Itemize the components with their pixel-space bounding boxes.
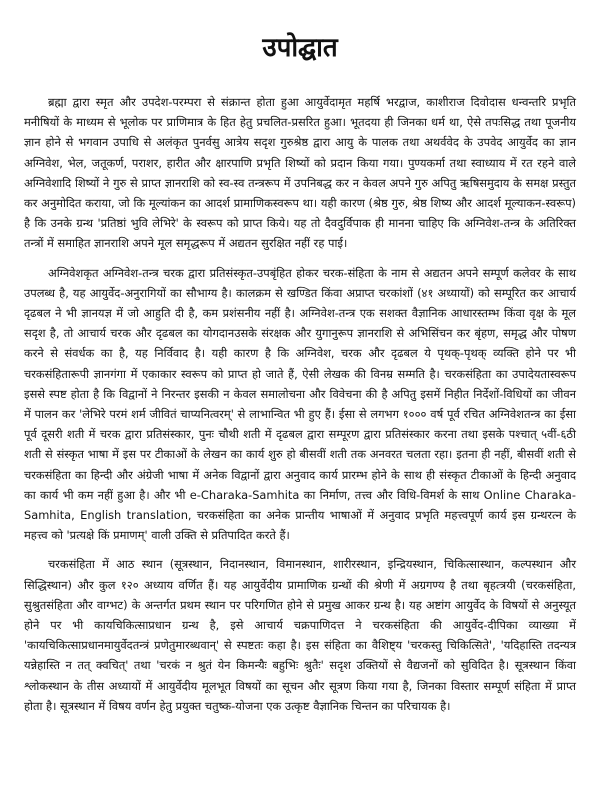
paragraph-3: चरकसंहिता में आठ स्थान (सूत्रस्थान, निदानस्थान, विमानस्थान, शारीरस्थान, इन्द्रियस्थान, चिकित्सास्थान, कल्पस्थान और सिद्धिस्थान) और कुल १२० अध्याय वर्णित हैं। यह आयुर्वेदीय प्रामाणिक ग्रन्थों की श्रेणी में अग्रगण्य है तथा बृहत्त्रयी (चरकसंहिता, सुश्रुतसंहिता और वाग्भट) के अन्तर्गत प्रथम स्थान पर परिगणित होने से प्रमुख आकर ग्रन्थ है। यह अष्टांग आयुर्वेद के विषयों से अनुस्यूत होने पर भी कायचिकित्साप्रधान ग्रन्थ है, इसे आचार्य चक्रपाणिदत्त ने चरकसंहिता की आयुर्वेद-दीपिका व्याख्या में 'कायचिकित्साप्रधानमायुर्वेदतन्त्रं प्रणेतुमारब्धवान्' से स्पष्टतः कहा है। इस संहिता का वैशिष्ट्य 'चरकस्तु चिकित्सिते', 'यदिहास्ति तदन्यत्र यन्नेहास्ति न तत् क्वचित्' तथा 'चरकं न श्रुतं येन किमन्यैः बहुभिः श्रुतैः' सदृश उक्तियों से वैद्यजनों को सुविदित है। सूत्रस्थान किंवा श्लोकस्थान के तीस अध्यायों में आयुर्वेदीय मूलभूत विषयों का सूचन और सूत्रण किया गया है, जिनका विस्तार सम्पूर्ण संहिता में प्राप्त होता है। सूत्रस्थान में विषय वर्णन हेतु प्रयुक्त चतुष्क-योजना एक उत्कृष्ट वैज्ञानिक चिन्तन का परिचायक है। — [24, 557, 576, 713]
paragraph-1: ब्रह्मा द्वारा स्मृत और उपदेश-परम्परा से संक्रान्त होता हुआ आयुर्वेदामृत महर्षि भरद्वाज, काशीराज दिवोदास धन्वन्तरि प्रभृति मनीषियों के माध्यम से भूलोक पर प्राणिमात्र के हित हेतु प्रचलित-प्रसरित हुआ। भूतदया ही जिनका धर्म था, ऐसे तपःसिद्ध तथा पूजनीय ज्ञान होने से भगवान उपाधि से अलंकृत पुनर्वसु आत्रेय सदृश गुरुश्रेष्ठ द्वारा आयु के पालक तथा अथर्ववेद के उपवेद आयुर्वेद का ज्ञान अग्निवेश, भेल, जतूकर्ण, पराशर, हारीत और क्षारपाणि प्रभृति शिष्यों को प्रदान किया गया। पुण्यकर्मा तथा स्वाध्याय में रत रहने वाले अग्निवेशादि शिष्यों ने गुरु से प्राप्त ज्ञानराशि को स्व-स्व तन्त्ररूप में उपनिबद्ध कर न केवल अपने गुरु अपितु ऋषिसमुदाय के समक्ष प्रस्तुत कर अनुमोदित कराया, जो कि मूल्यांकन का आदर्श प्रामाणिकस्वरूप था। यही कारण (श्रेष्ठ गुरु, श्रेष्ठ शिष्य और आदर्श मूल्याकन-स्वरूप) है कि उनके ग्रन्थ 'प्रतिष्ठां भुवि लेभिरे' के स्वरूप को प्राप्त किये। यह तो दैवदुर्विपाक ही मानना चाहिए कि अग्निवेश-तन्त्र के अतिरिक्त तन्त्रों में समाहित ज्ञानराशि अपने मूल समृद्धरूप में अद्यतन सुरक्षित नहीं रह पाई। — [24, 95, 576, 251]
paragraph-2: अग्निवेशकृत अग्निवेश-तन्त्र चरक द्वारा प्रतिसंस्कृत-उपबृंहित होकर चरक-संहिता के नाम से अद्यतन अपने सम्पूर्ण कलेवर के साथ उपलब्ध है, यह आयुर्वेद-अनुरागियों का सौभाग्य है। कालक्रम से खण्डित किंवा अप्राप्त चरकांशों (४१ अध्यायों) को सम्पूरित कर आचार्य दृढबल ने भी ज्ञानयज्ञ में जो आहुति दी है, कम प्रशंसनीय नहीं है। अग्निवेश-तन्त्र एक सशक्त वैज्ञानिक आधारस्तम्भ किंवा वृक्ष के मूल सदृश है, तो आचार्य चरक और दृढबल का योगदानउसके संरक्षक और युगानुरूप ज्ञानराशि से अभिसिंचन कर बृंहण, समृद्ध और पोषण करने से संवर्धक का है, यह निर्विवाद है। यही कारण है कि अग्निवेश, चरक और दृढबल ये पृथक्-पृथक् व्यक्ति होने पर भी चरकसंहितारूपी ज्ञानगंगा में एकाकार स्वरूप को प्राप्त हो जाते हैं, ऐसी लेखक की विनम्र सम्मति है। चरकसंहिता का उपादेयतास्वरूप इससे स्पष्ट होता है कि विद्वानों ने निरन्तर इसकी न केवल समालोचना और विवेचना की है अपितु इसमें निहीत निर्देशों-विधियों का जीवन में पालन कर 'लेभिरे परमं शर्म जीवितं चाप्यनित्वरम्' से लाभान्वित भी हुए हैं। ईसा से लगभग १००० वर्ष पूर्व रचित अग्निवेशतन्त्र का ईसा पूर्व दूसरी शती में चरक द्वारा प्रतिसंस्कार, पुनः चौथी शती में दृढबल द्वारा सम्पूरण द्वारा प्रतिसंस्कार करना तथा इसके पश्चात् ५वीं-६ठी शती से संस्कृत भाषा में इस पर टीकाओं के लेखन का कार्य शुरु हो बीसवीं शती तक अनवरत चलता रहा। इतना ही नहीं, बीसवीं शती से चरकसंहिता का हिन्दी और अंग्रेजी भाषा में अनेक विद्वानों द्वारा अनुवाद कार्य प्रारम्भ होने के साथ ही संस्कृत टीकाओं के हिन्दी अनुवाद का कार्य भी कम नहीं हुआ है। और भी e-Charaka-Samhita का निर्माण, तत्त्व और विधि-विमर्श के साथ Online Charaka-Samhita, English translation, चरकसंहिता का अनेक प्रान्तीय भाषाओं में अनुवाद प्रभृति महत्त्वपूर्ण कार्य इस ग्रन्थरत्न के महत्त्व को 'प्रत्यक्षे किं प्रमाणम्' वाली उक्ति से प्रतिपादित करते हैं। — [24, 265, 576, 543]
page-title: उपोद्घात — [262, 33, 338, 63]
